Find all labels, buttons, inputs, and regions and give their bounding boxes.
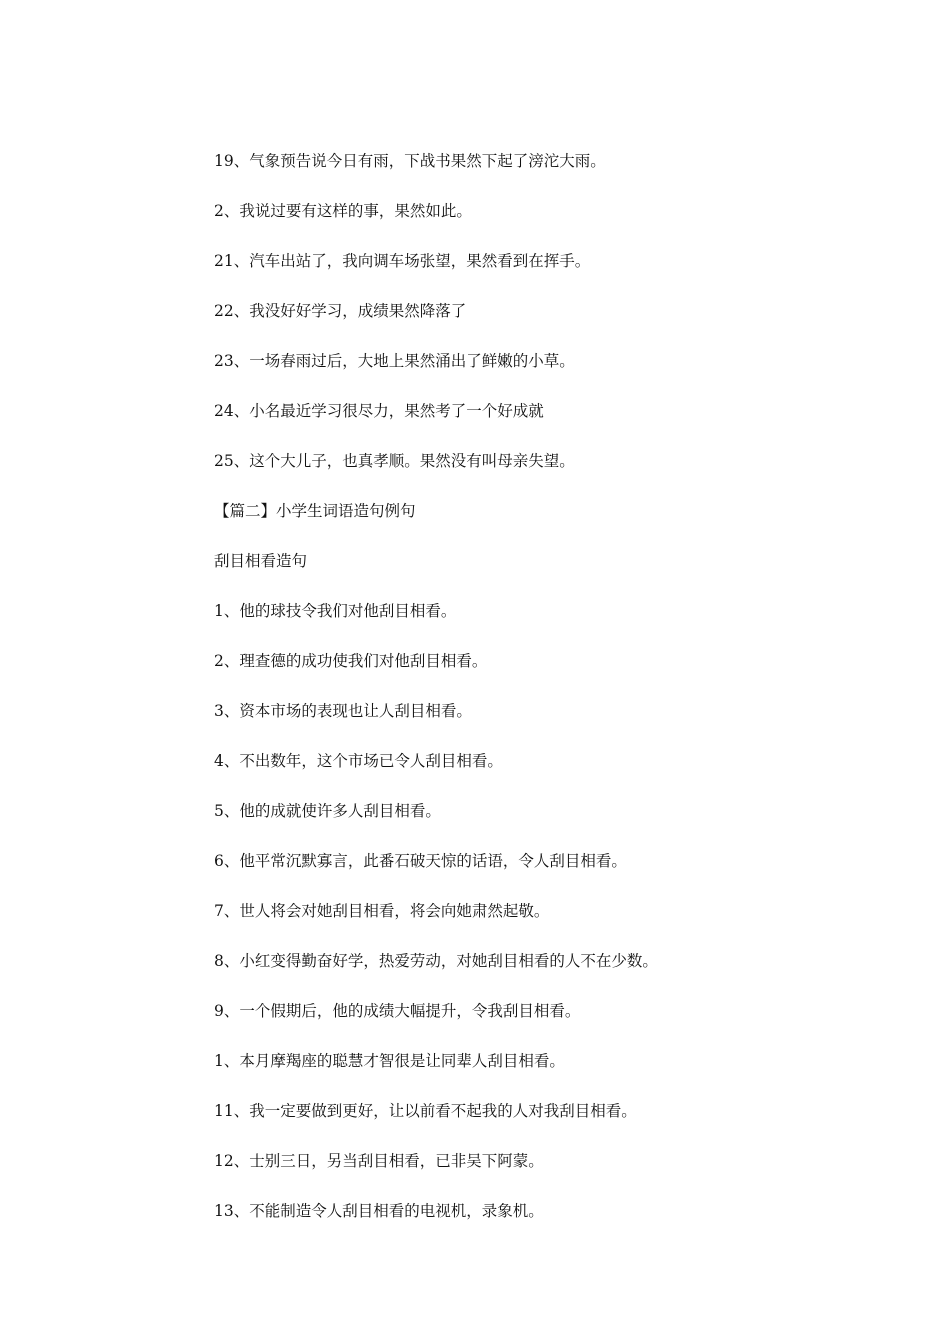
text-line: 19、气象预告说今日有雨，下战书果然下起了滂沱大雨。 xyxy=(214,152,606,170)
text-line: 7、世人将会对她刮目相看，将会向她肃然起敬。 xyxy=(214,902,550,920)
text-line: 6、他平常沉默寡言，此番石破天惊的话语，令人刮目相看。 xyxy=(214,852,627,870)
text-lines xyxy=(214,146,894,1246)
text-line: 1、他的球技令我们对他刮目相看。 xyxy=(214,602,457,620)
text-line: 5、他的成就使许多人刮目相看。 xyxy=(214,802,441,820)
text-line: 13、不能制造令人刮目相看的电视机，录象机。 xyxy=(214,1202,544,1220)
text-line: 2、理查德的成功使我们对他刮目相看。 xyxy=(214,652,488,670)
text-line: 1、本月摩羯座的聪慧才智很是让同辈人刮目相看。 xyxy=(214,1052,565,1070)
text-line: 24、小名最近学习很尽力，果然考了一个好成就 xyxy=(214,402,544,420)
text-line: 11、我一定要做到更好，让以前看不起我的人对我刮目相看。 xyxy=(214,1102,637,1120)
text-line: 21、汽车出站了，我向调车场张望，果然看到在挥手。 xyxy=(214,252,591,270)
subsection-heading: 刮目相看造句 xyxy=(214,552,308,570)
text-line: 25、这个大儿子，也真孝顺。果然没有叫母亲失望。 xyxy=(214,452,575,470)
text-line: 9、一个假期后，他的成绩大幅提升，令我刮目相看。 xyxy=(214,1002,581,1020)
text-line: 3、资本市场的表现也让人刮目相看。 xyxy=(214,702,472,720)
text-line: 4、不出数年，这个市场已令人刮目相看。 xyxy=(214,752,503,770)
text-line: 8、小红变得勤奋好学，热爱劳动，对她刮目相看的人不在少数。 xyxy=(214,952,658,970)
text-line: 22、我没好好学习，成绩果然降落了 xyxy=(214,302,467,320)
text-line: 12、士别三日，另当刮目相看，已非吴下阿蒙。 xyxy=(214,1152,544,1170)
text-line: 23、一场春雨过后，大地上果然涌出了鲜嫩的小草。 xyxy=(214,352,575,370)
section-heading: 【篇二】小学生词语造句例句 xyxy=(214,502,416,520)
text-line: 2、我说过要有这样的事，果然如此。 xyxy=(214,202,472,220)
